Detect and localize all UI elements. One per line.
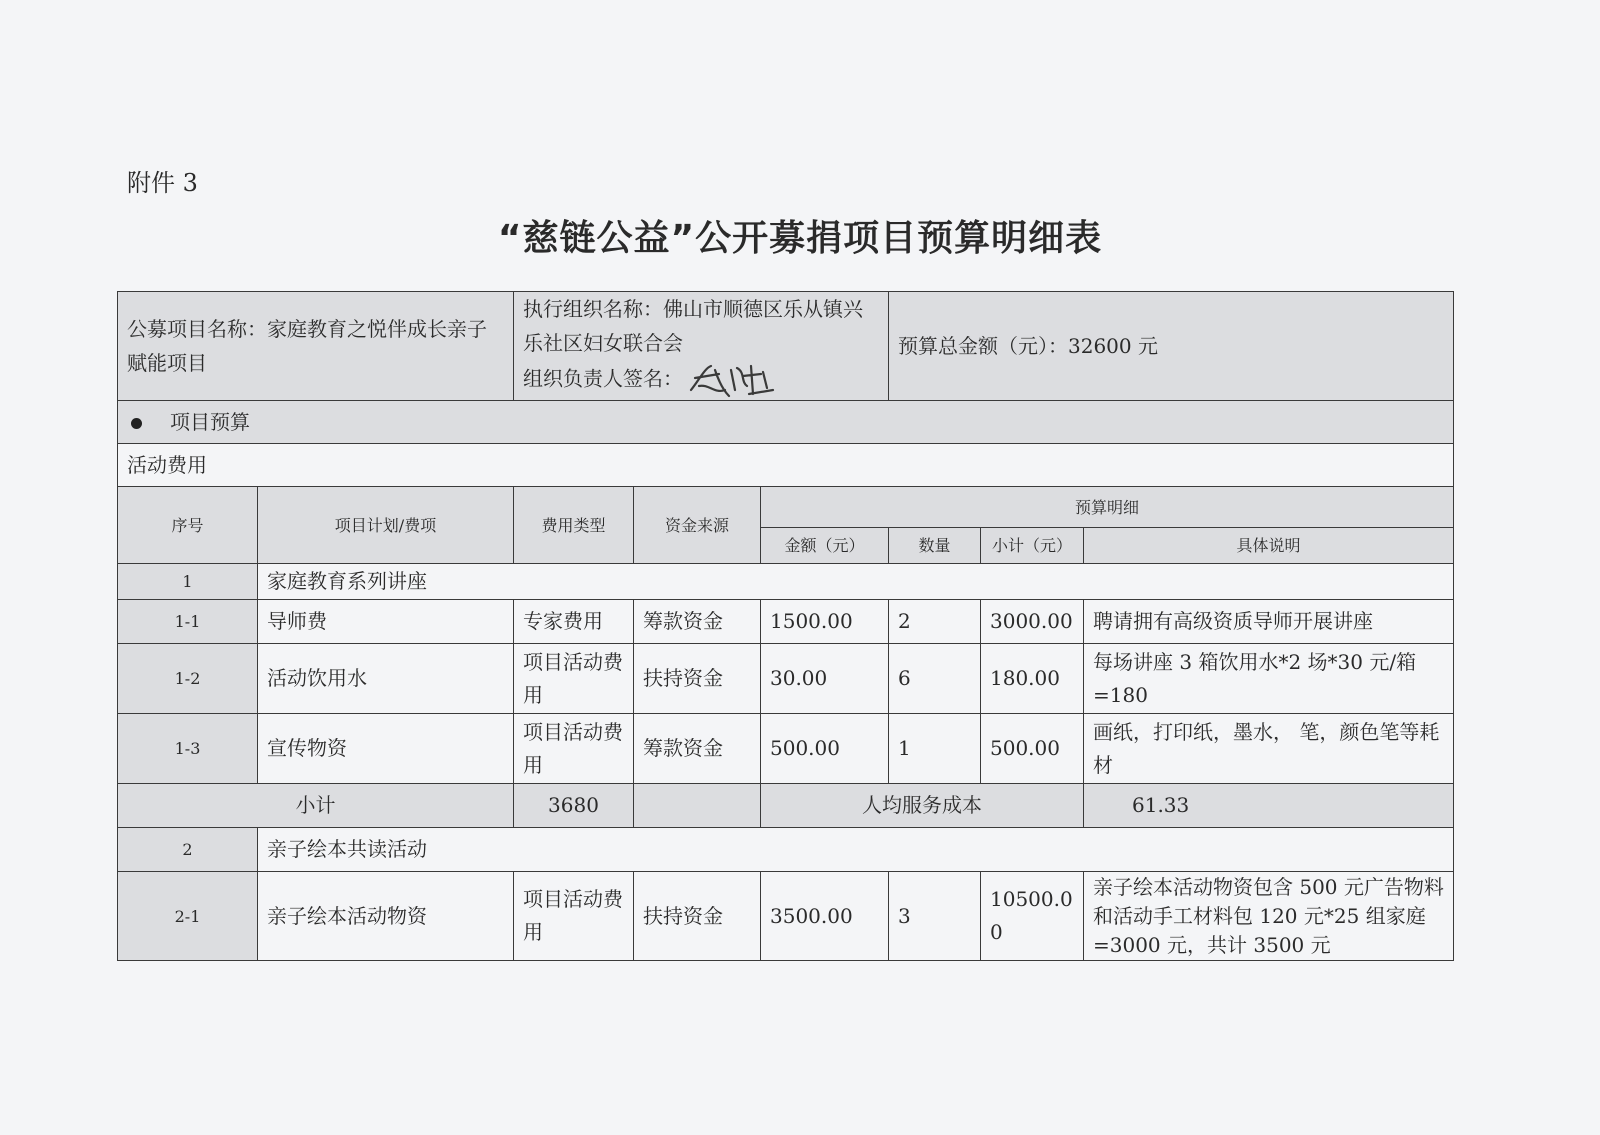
header-subtotal: 小计（元） (981, 528, 1084, 564)
bullet-icon (131, 418, 142, 429)
subsection-row (118, 444, 1454, 487)
header-budget-detail: 预算明细 (761, 487, 1454, 528)
row-amount: 500.00 (761, 714, 889, 784)
header-no: 序号 (118, 487, 258, 564)
table-row (118, 644, 1454, 714)
row-amount: 1500.00 (761, 600, 889, 644)
row-qty: 2 (889, 600, 981, 644)
row-subtotal: 180.00 (981, 644, 1084, 714)
summary-row (118, 784, 1454, 828)
per-capita-label: 人均服务成本 (761, 784, 1084, 828)
total-budget-cell: 预算总金额（元）：32600 元 (889, 292, 1454, 401)
row-amount: 30.00 (761, 644, 889, 714)
header-fund-source: 资金来源 (634, 487, 761, 564)
per-capita-value: 61.33 (1084, 784, 1454, 828)
header-fee-type: 费用类型 (514, 487, 634, 564)
row-subtotal: 3000.00 (981, 600, 1084, 644)
section-label: 项目预算 (170, 409, 250, 434)
summary-blank (634, 784, 761, 828)
row-desc: 画纸，打印纸，墨水， 笔，颜色笔等耗材 (1084, 714, 1454, 784)
summary-label: 小计 (118, 784, 514, 828)
row-fee-type: 项目活动费用 (514, 872, 634, 961)
row-qty: 3 (889, 872, 981, 961)
row-desc: 每场讲座 3 箱饮用水*2 场*30 元/箱=180 (1084, 644, 1454, 714)
row-item: 亲子绘本活动物资 (258, 872, 514, 961)
row-fund-source: 筹款资金 (634, 714, 761, 784)
group-row (118, 828, 1454, 872)
table-row (118, 714, 1454, 784)
org-info-cell (514, 292, 889, 401)
row-subtotal: 500.00 (981, 714, 1084, 784)
section-cell (118, 401, 1454, 444)
group-no: 1 (118, 564, 258, 600)
group-name: 家庭教育系列讲座 (258, 564, 1454, 600)
row-no: 1-1 (118, 600, 258, 644)
annex-label: 附件 3 (127, 169, 198, 197)
header-amount: 金额（元） (761, 528, 889, 564)
table-row (118, 872, 1454, 961)
subsection-label: 活动费用 (118, 444, 1454, 487)
table-header-row (118, 487, 1454, 528)
row-fund-source: 扶持资金 (634, 644, 761, 714)
group-row (118, 564, 1454, 600)
header-desc: 具体说明 (1084, 528, 1454, 564)
row-subtotal: 10500.00 (981, 872, 1084, 961)
row-amount: 3500.00 (761, 872, 889, 961)
row-fee-type: 项目活动费用 (514, 714, 634, 784)
row-item: 活动饮用水 (258, 644, 514, 714)
row-qty: 1 (889, 714, 981, 784)
row-desc: 亲子绘本活动物资包含 500 元广告物料和活动手工材料包 120 元*25 组家庭=3000 元，共计 3500 元 (1084, 872, 1454, 961)
group-name: 亲子绘本共读活动 (258, 828, 1454, 872)
table-row (118, 600, 1454, 644)
row-item: 导师费 (258, 600, 514, 644)
section-row (118, 401, 1454, 444)
row-no: 2-1 (118, 872, 258, 961)
row-no: 1-3 (118, 714, 258, 784)
summary-value: 3680 (514, 784, 634, 828)
row-item: 宣传物资 (258, 714, 514, 784)
document-title: “慈链公益”公开募捐项目预算明细表 (497, 218, 1103, 259)
row-no: 1-2 (118, 644, 258, 714)
header-item: 项目计划/费项 (258, 487, 514, 564)
row-fund-source: 筹款资金 (634, 600, 761, 644)
project-info-row (118, 292, 1454, 401)
row-fee-type: 专家费用 (514, 600, 634, 644)
row-fee-type: 项目活动费用 (514, 644, 634, 714)
project-name-cell: 公募项目名称：家庭教育之悦伴成长亲子赋能项目 (118, 292, 514, 401)
handwritten-signature (685, 360, 781, 400)
org-name: 执行组织名称：佛山市顺德区乐从镇兴乐社区妇女联合会 (523, 297, 863, 355)
row-fund-source: 扶持资金 (634, 872, 761, 961)
row-desc: 聘请拥有高级资质导师开展讲座 (1084, 600, 1454, 644)
budget-table (117, 291, 1454, 961)
signer-line (523, 360, 879, 400)
row-qty: 6 (889, 644, 981, 714)
group-no: 2 (118, 828, 258, 872)
header-qty: 数量 (889, 528, 981, 564)
signer-label: 组织负责人签名： (523, 366, 683, 391)
